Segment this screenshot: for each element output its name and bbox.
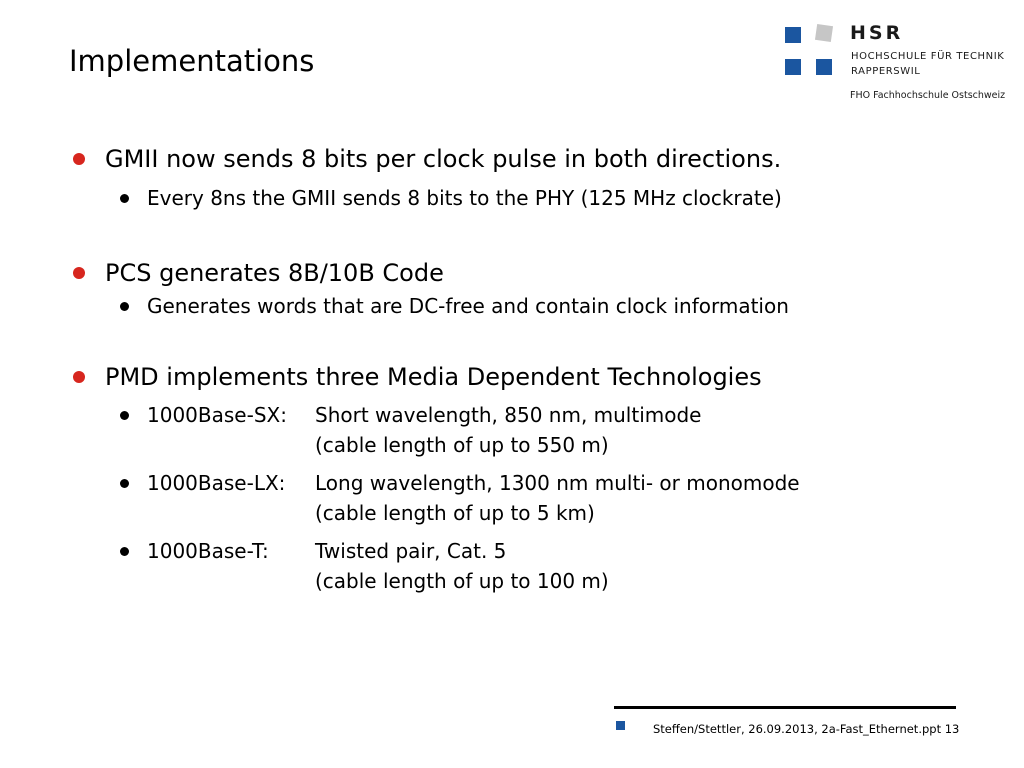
tech-name: 1000Base-LX: [147, 471, 286, 495]
logo-square-gray-top-right [815, 24, 833, 42]
tech-description: Long wavelength, 1300 nm multi- or monomode [315, 471, 800, 495]
tech-description: Twisted pair, Cat. 5 [315, 539, 507, 563]
sub-bullet-dot-icon [120, 479, 129, 488]
sub-bullet-1000base-lx [147, 468, 800, 498]
tech-description: Short wavelength, 850 nm, multimode [315, 403, 702, 427]
tech-detail: (cable length of up to 550 m) [315, 433, 609, 457]
footer-text: Steffen/Stettler, 26.09.2013, 2a-Fast_Ethernet.ppt 13 [653, 722, 960, 736]
bullet-text: PCS generates 8B/10B Code [105, 259, 444, 287]
bullet-dot-icon [73, 153, 85, 165]
sub-bullet-text: Every 8ns the GMII sends 8 bits to the PHY (125 MHz clockrate) [147, 186, 782, 210]
logo-square-blue-top-left [785, 27, 801, 43]
footer-divider [614, 706, 956, 709]
logo-subtitle: FHO Fachhochschule Ostschweiz [850, 90, 1006, 101]
tech-name: 1000Base-SX: [147, 403, 287, 427]
logo-square-blue-bottom-left [785, 59, 801, 75]
sub-bullet-1000base-sx [147, 400, 701, 430]
bullet-dot-icon [73, 371, 85, 383]
sub-bullet-1000base-t [147, 536, 506, 566]
tech-detail: (cable length of up to 5 km) [315, 501, 595, 525]
bullet-text: PMD implements three Media Dependent Technologies [105, 363, 762, 391]
bullet-text: GMII now sends 8 bits per clock pulse in both directions. [105, 145, 782, 173]
logo-name: HSR [850, 22, 904, 44]
hsr-logo [784, 24, 1020, 104]
tech-name: 1000Base-T: [147, 539, 269, 563]
slide-title: Implementations [69, 44, 315, 78]
sub-bullet-dot-icon [120, 411, 129, 420]
logo-square-blue-bottom-right [816, 59, 832, 75]
logo-line-2: RAPPERSWIL [851, 66, 921, 77]
sub-bullet-dot-icon [120, 194, 129, 203]
sub-bullet-text: Generates words that are DC-free and contain clock information [147, 294, 789, 318]
bullet-dot-icon [73, 267, 85, 279]
sub-bullet-dot-icon [120, 302, 129, 311]
tech-detail: (cable length of up to 100 m) [315, 569, 609, 593]
logo-line-1: HOCHSCHULE FÜR TECHNIK [851, 51, 1005, 62]
footer-square-icon [616, 721, 625, 730]
sub-bullet-dot-icon [120, 547, 129, 556]
